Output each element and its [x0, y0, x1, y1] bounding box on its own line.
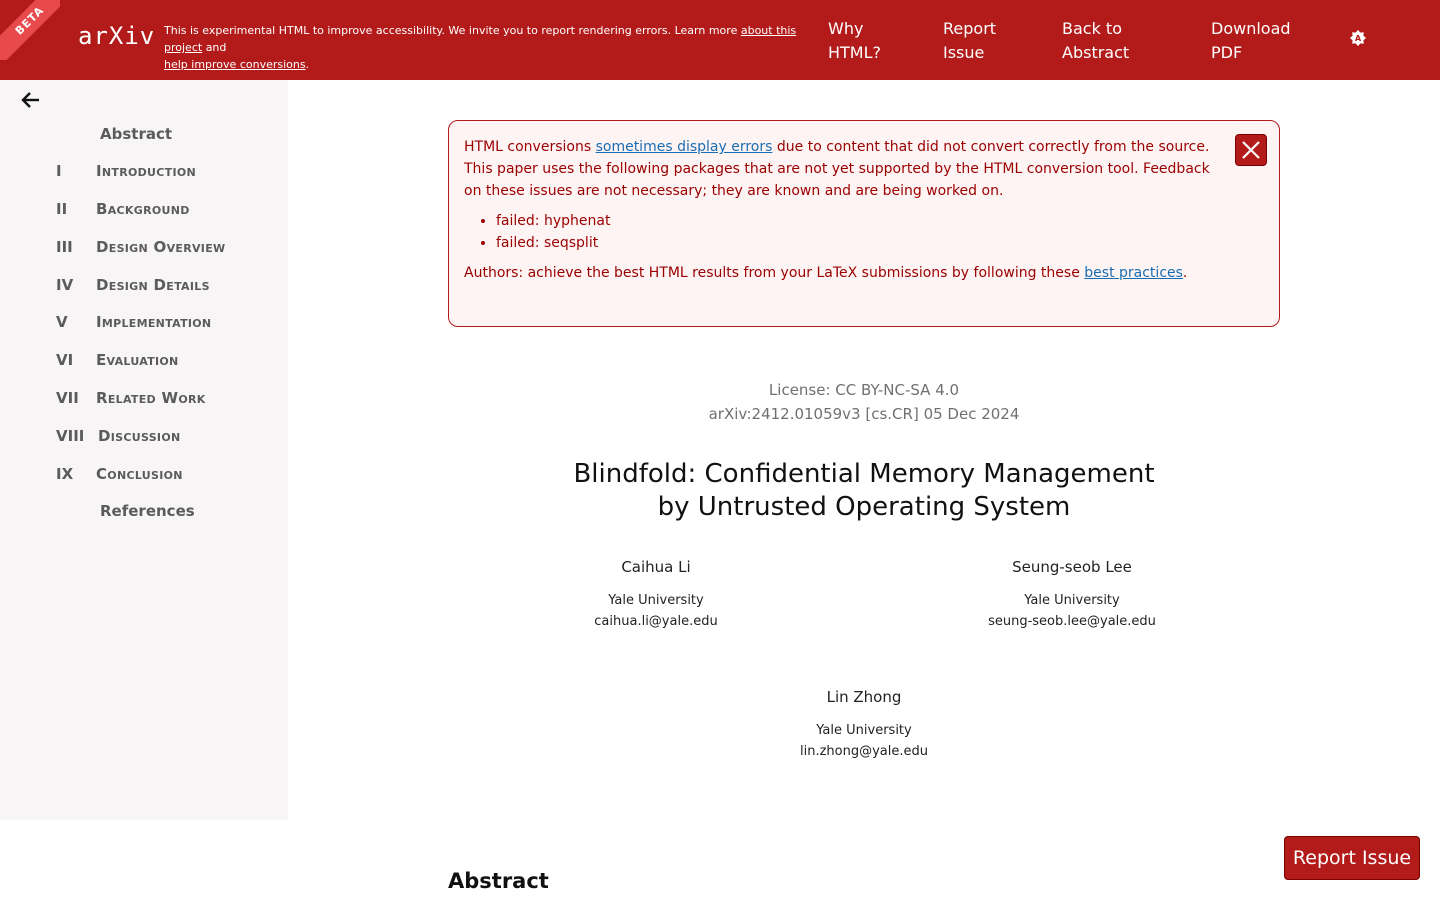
toc-item-related-work[interactable]: VII Related Work	[56, 389, 206, 407]
author-affiliation: Yale University	[608, 593, 704, 608]
author-affiliation: Yale University	[816, 723, 912, 738]
author-email: lin.zhong@yale.edu	[800, 744, 928, 759]
svg-text:A: A	[1354, 33, 1362, 44]
author-affiliation: Yale University	[1024, 593, 1120, 608]
license-block	[448, 378, 1280, 426]
conversion-warning-box	[448, 120, 1280, 327]
header-notice: This is experimental HTML to improve accessibility. We invite you to report rendering errors. Learn more about this project and help improve conversions.	[164, 24, 797, 71]
header-notice-text: This is experimental HTML to improve accessibility. We invite you to report rendering errors. Learn more	[164, 24, 738, 37]
download-pdf-link[interactable]: Download PDF	[1211, 19, 1291, 62]
toc-sidebar	[0, 80, 288, 820]
authors-note: Authors: achieve the best HTML results from your LaTeX submissions by following these best practices.	[464, 265, 1188, 281]
display-errors-link[interactable]: sometimes display errors	[595, 139, 773, 155]
license-text: License: CC BY-NC-SA 4.0	[768, 381, 960, 399]
toc-item-discussion[interactable]: VIII Discussion	[56, 427, 181, 445]
back-arrow-icon[interactable]	[20, 90, 42, 110]
beta-ribbon	[0, 0, 60, 60]
author-email: caihua.li@yale.edu	[594, 614, 718, 629]
header-notice-and: and	[205, 41, 227, 54]
author-name: Caihua Li	[621, 558, 691, 576]
toc-item-evaluation[interactable]: VI Evaluation	[56, 351, 179, 369]
author-name: Lin Zhong	[826, 688, 902, 706]
report-issue-link[interactable]: Report Issue	[943, 19, 997, 62]
toc-item-conclusion[interactable]: IX Conclusion	[56, 465, 183, 483]
failed-packages-list	[464, 210, 1264, 254]
back-to-abstract-link[interactable]: Back to Abstract	[1062, 19, 1130, 62]
arxiv-logo[interactable]: arXiv	[78, 22, 156, 50]
toc-item-introduction[interactable]: I Introduction	[56, 162, 197, 180]
paper-title: Blindfold: Confidential Memory Management by Untrusted Operating System	[573, 459, 1155, 522]
help-improve-link[interactable]: help improve conversions	[164, 58, 306, 71]
author-block	[922, 558, 1222, 632]
author-block	[714, 688, 1014, 762]
toc-abstract[interactable]: Abstract	[100, 125, 173, 143]
toc-item-background[interactable]: II Background	[56, 200, 190, 218]
best-practices-link[interactable]: best practices	[1084, 265, 1183, 281]
list-item: • failed: hyphenat	[496, 210, 1264, 232]
toc-references[interactable]: References	[100, 502, 195, 520]
top-header	[0, 0, 1440, 80]
list-item: • failed: seqsplit	[496, 232, 1264, 254]
toc-item-design-details[interactable]: IV Design Details	[56, 276, 210, 294]
report-issue-button[interactable]: Report Issue	[1284, 836, 1420, 880]
author-email: seung-seob.lee@yale.edu	[988, 614, 1156, 629]
abstract-heading: Abstract	[448, 869, 549, 893]
close-icon[interactable]	[1235, 134, 1267, 166]
beta-label: BETA	[0, 0, 60, 60]
about-project-link[interactable]: about this project	[164, 24, 797, 54]
why-html-link[interactable]: Why HTML?	[828, 19, 882, 62]
toc-item-design-overview[interactable]: III Design Overview	[56, 238, 226, 256]
arxiv-id: arXiv:2412.01059v3 [cs.CR] 05 Dec 2024	[708, 405, 1020, 423]
theme-toggle-icon[interactable]	[1349, 29, 1367, 47]
author-block	[506, 558, 806, 632]
toc-item-implementation[interactable]: V Implementation	[56, 313, 212, 331]
warning-paragraph: HTML conversions sometimes display errors due to content that did not convert correctly from the source. This paper uses the following packages that are not yet supported by the HTML conversion tool. Feedback on these issues are not necessary; they are known and are being worked on.	[464, 139, 1210, 199]
author-name: Seung-seob Lee	[1012, 558, 1132, 576]
